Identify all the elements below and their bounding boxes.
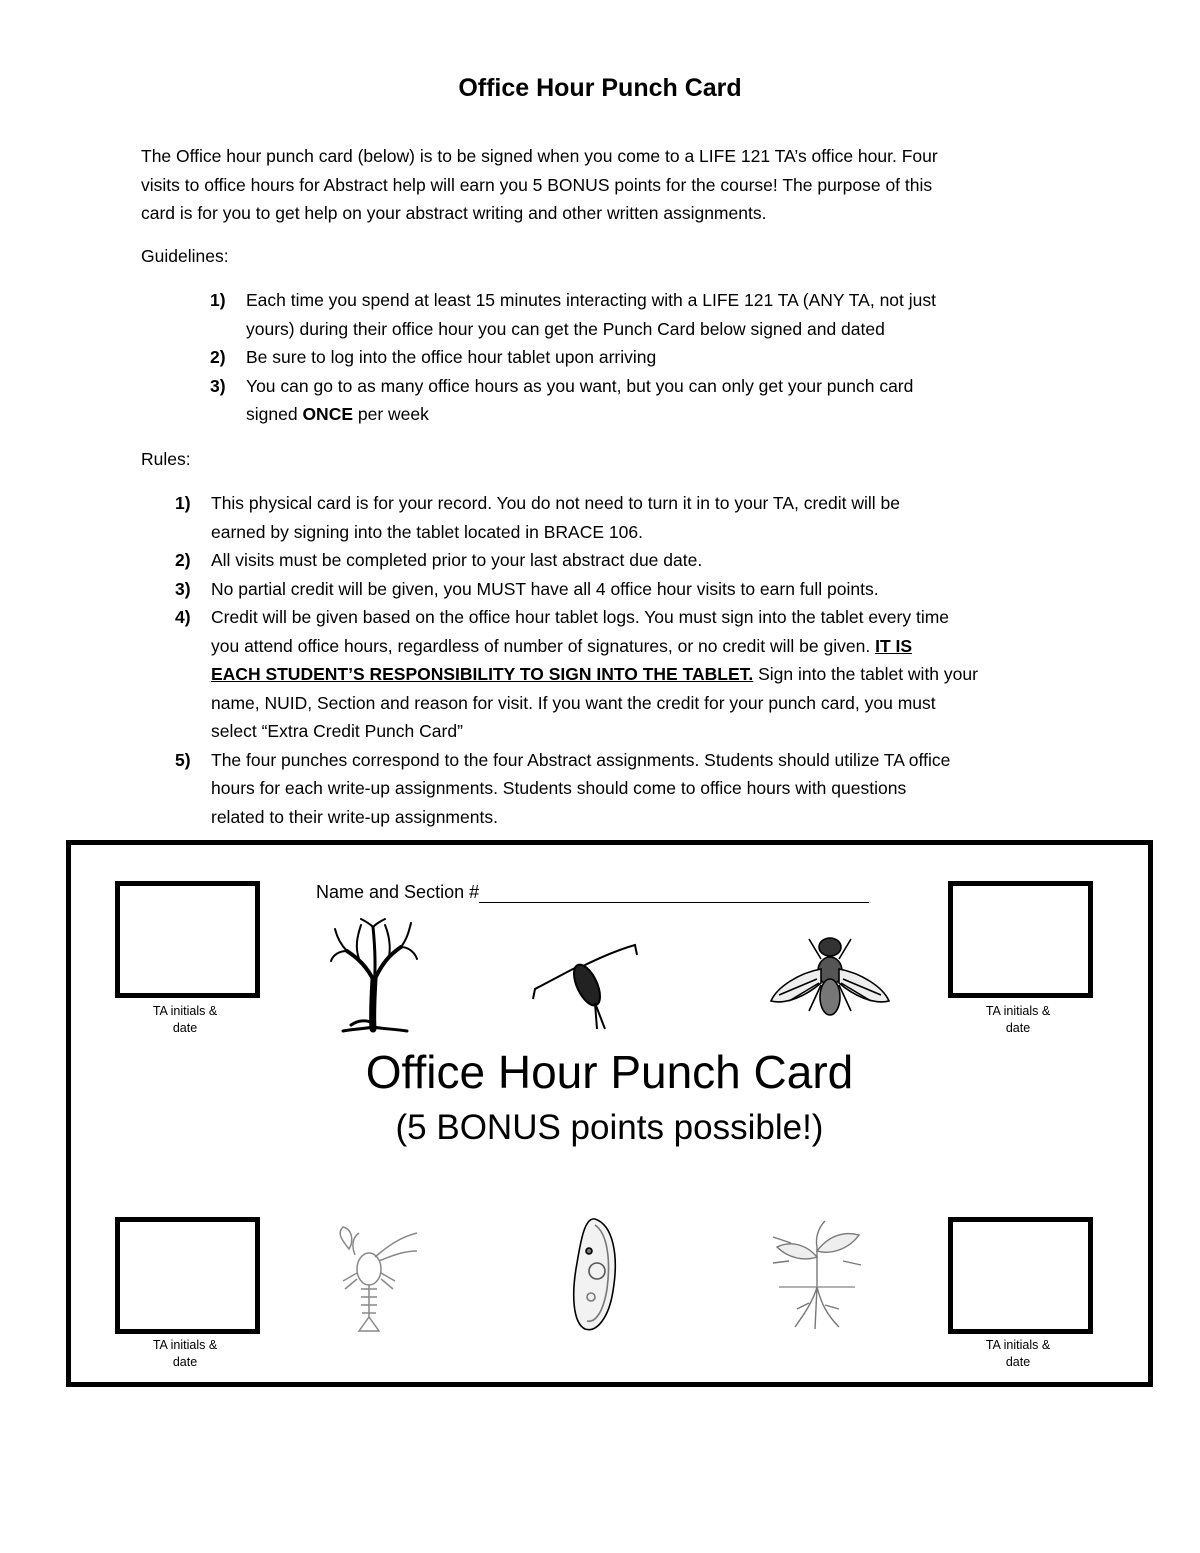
punch-caption — [115, 1337, 255, 1371]
list-item — [210, 286, 1046, 343]
list-item — [175, 603, 1071, 746]
item-text — [211, 660, 1071, 689]
item-number: 5) — [175, 749, 191, 770]
intro-paragraph — [141, 142, 1061, 228]
text-run: per week — [353, 404, 429, 424]
punch-card — [66, 840, 1153, 1387]
item-text: Credit will be given based on the office hour tablet logs. You must sign into the tablet every time — [211, 607, 950, 627]
intro-line: The Office hour punch card (below) is to be signed when you come to a LIFE 121 TA’s office hour. Four — [141, 146, 938, 166]
list-item — [175, 546, 1071, 575]
item-text: You can go to as many office hours as you want, but you can only get your punch card — [246, 375, 914, 396]
punch-box-top-right[interactable] — [948, 881, 1093, 998]
caption-line: date — [172, 1355, 198, 1369]
item-text: Be sure to log into the office hour tablet upon arriving — [246, 347, 657, 367]
intro-line: visits to office hours for Abstract help will earn you 5 BONUS points for the course! The purpose of this — [141, 174, 933, 195]
name-section-field[interactable] — [316, 882, 869, 903]
plant-seedling-icon — [769, 1217, 865, 1333]
item-number: 1) — [175, 493, 191, 513]
tree-icon — [329, 917, 419, 1033]
caption-line: TA initials & — [152, 1004, 218, 1018]
name-section-blank[interactable] — [479, 884, 869, 903]
list-item — [175, 746, 1071, 832]
item-number: 4) — [175, 607, 191, 627]
text-run: Sign into the tablet with your — [753, 664, 978, 684]
caption-line: TA initials & — [985, 1338, 1051, 1352]
item-text: No partial credit will be given, you MUST have all 4 office hour visits to earn full points. — [211, 578, 879, 599]
caption-line: date — [172, 1021, 198, 1035]
list-item — [175, 489, 1071, 546]
punch-box-bottom-left[interactable] — [115, 1217, 260, 1334]
intro-line: card is for you to get help on your abstract writing and other written assignments. — [141, 203, 767, 223]
item-number: 1) — [210, 290, 226, 310]
item-text: This physical card is for your record. You do not need to turn it in to your TA, credit will be — [211, 493, 901, 513]
item-text: select “Extra Credit Punch Card” — [211, 721, 463, 741]
item-text: All visits must be completed prior to your last abstract due date. — [211, 550, 703, 570]
punch-box-top-left[interactable] — [115, 881, 260, 998]
guidelines-heading: Guidelines: — [141, 246, 229, 266]
item-text: Each time you spend at least 15 minutes interacting with a LIFE 121 TA (ANY TA, not just — [246, 290, 936, 310]
rules-list — [175, 489, 1071, 831]
list-item — [210, 343, 1046, 372]
crayfish-icon — [329, 1225, 419, 1335]
guidelines-list — [210, 286, 1046, 429]
page-title: Office Hour Punch Card — [458, 74, 742, 102]
card-subtitle: (5 BONUS points possible!) — [395, 1108, 824, 1147]
caption-line: TA initials & — [985, 1004, 1051, 1018]
rules-heading: Rules: — [141, 449, 191, 469]
emphasis-text: ONCE — [302, 404, 353, 424]
punch-box-bottom-right[interactable] — [948, 1217, 1093, 1334]
item-number: 2) — [175, 550, 191, 570]
card-title: Office Hour Punch Card — [365, 1046, 854, 1098]
item-number: 3) — [210, 375, 226, 396]
item-text: earned by signing into the tablet located in BRACE 106. — [211, 521, 643, 542]
copepod-icon — [531, 937, 651, 1033]
punch-caption — [948, 1337, 1088, 1371]
item-text: name, NUID, Section and reason for visit. If you want the credit for your punch card, you must — [211, 692, 936, 713]
item-text — [246, 400, 1046, 429]
text-run: signed — [246, 404, 303, 424]
underlined-text: EACH STUDENT’S RESPONSIBILITY TO SIGN INTO THE TABLET. — [211, 664, 754, 684]
item-number: 3) — [175, 578, 191, 599]
list-item — [210, 372, 1046, 429]
caption-line: TA initials & — [152, 1338, 218, 1352]
punch-caption — [115, 1003, 255, 1037]
item-text: The four punches correspond to the four Abstract assignments. Students should utilize TA office — [211, 749, 951, 770]
paramecium-icon — [567, 1215, 623, 1335]
item-text — [211, 632, 1071, 661]
list-item — [175, 575, 1071, 604]
caption-line: date — [1005, 1355, 1031, 1369]
name-section-label: Name and Section # — [316, 882, 480, 902]
item-text: hours for each write-up assignments. Students should come to office hours with questions — [211, 778, 907, 798]
punch-caption — [948, 1003, 1088, 1037]
text-run: you attend office hours, regardless of number of signatures, or no credit will be given. — [211, 635, 876, 656]
item-text: related to their write-up assignments. — [211, 806, 498, 827]
caption-line: date — [1005, 1021, 1031, 1035]
item-text: yours) during their office hour you can get the Punch Card below signed and dated — [246, 318, 885, 339]
underlined-text: IT IS — [875, 635, 913, 656]
fly-icon — [769, 929, 891, 1027]
item-number: 2) — [210, 347, 226, 367]
